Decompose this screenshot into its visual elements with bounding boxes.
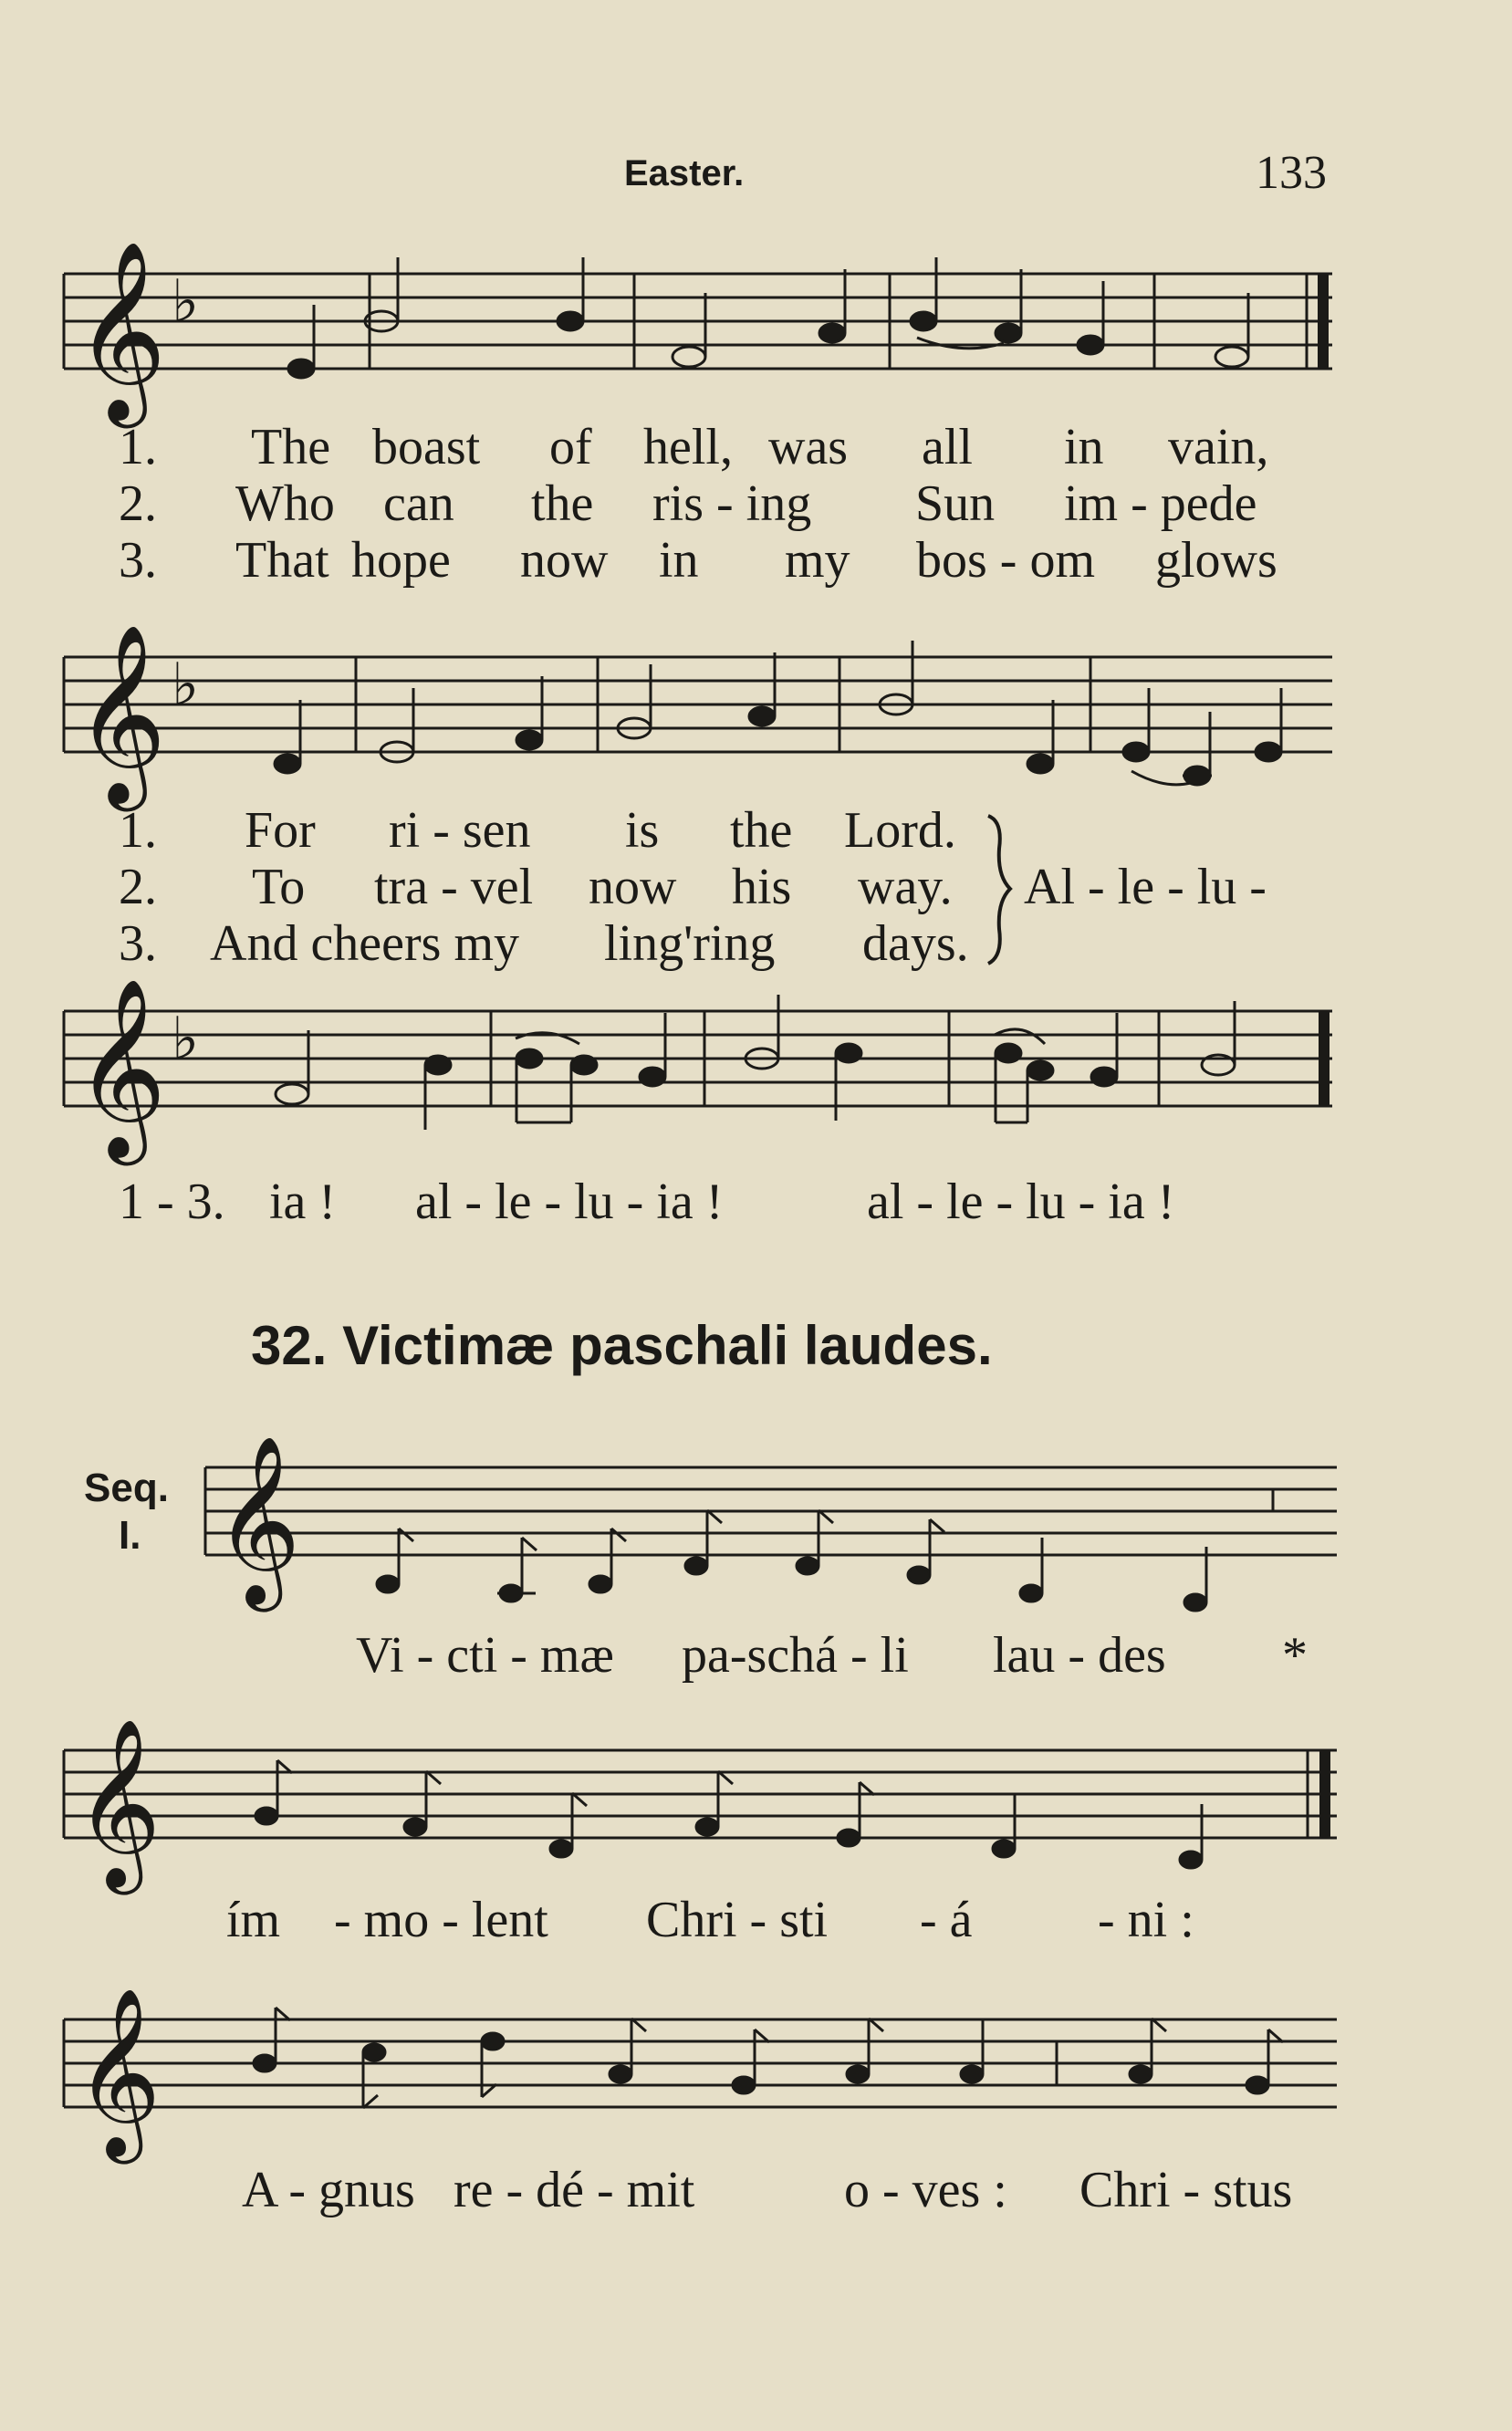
lyric-syllable: now — [520, 532, 609, 589]
verse-brace — [981, 812, 1017, 967]
svg-text:𝄞: 𝄞 — [75, 623, 167, 804]
lyric-syllable: is — [625, 802, 660, 859]
lyric-syllable: ri - sen — [389, 802, 531, 859]
sequence-label-number: I. — [119, 1513, 141, 1558]
lyric-syllable: - mo - lent — [334, 1892, 548, 1948]
lyric-syllable: al - le - lu - ia ! — [867, 1174, 1175, 1230]
lyric-syllable: way. — [858, 859, 953, 915]
lyric-syllable: o - ves : — [844, 2162, 1007, 2218]
lyric-syllable: in — [659, 532, 699, 589]
lyric-syllable: Chri - stus — [1079, 2162, 1293, 2218]
svg-text:𝄞: 𝄞 — [75, 977, 167, 1158]
lyric-syllable: tra - vel — [374, 859, 534, 915]
lyric-syllable: hope — [351, 532, 451, 589]
lyric-syllable: his — [732, 859, 792, 915]
verse-number: 2. — [119, 475, 157, 532]
verse-number: 1 - 3. — [119, 1174, 225, 1230]
lyric-syllable: bos - om — [916, 532, 1095, 589]
svg-text:♭: ♭ — [172, 652, 200, 719]
lyric-syllable: all — [922, 419, 973, 475]
lyric-syllable: lau - des — [993, 1627, 1166, 1684]
lyric-syllable: was — [768, 419, 849, 475]
lyric-syllable: The — [251, 419, 331, 475]
lyric-syllable: ia ! — [269, 1174, 337, 1230]
lyric-syllable: And cheers my — [210, 915, 520, 972]
verse-number: 3. — [119, 532, 157, 589]
lyric-syllable: Sun — [915, 475, 996, 532]
lyric-syllable: my — [785, 532, 850, 589]
music-staff-system-3 — [55, 975, 1350, 1175]
lyric-syllable: can — [383, 475, 454, 532]
page-number: 133 — [1256, 147, 1327, 199]
svg-text:♭: ♭ — [172, 1006, 200, 1073]
verse-number: 1. — [119, 802, 157, 859]
verse-number: 2. — [119, 859, 157, 915]
lyric-syllable: of — [549, 419, 592, 475]
lyric-syllable: Vi - cti - mæ — [356, 1627, 614, 1684]
lyric-syllable: al - le - lu - ia ! — [415, 1174, 724, 1230]
lyric-syllable: im - pede — [1064, 475, 1257, 532]
verse-number: 1. — [119, 419, 157, 475]
verse-number: 3. — [119, 915, 157, 972]
music-staff-system-2 — [55, 621, 1350, 821]
lyric-syllable: That — [235, 532, 329, 589]
lyric-syllable: ris - ing — [652, 475, 812, 532]
svg-text:♭: ♭ — [172, 268, 200, 336]
lyric-syllable: days. — [862, 915, 969, 972]
lyric-syllable: re - dé - mit — [454, 2162, 695, 2218]
music-staff-system-1 — [55, 237, 1350, 438]
lyric-syllable: pa-schá - li — [682, 1627, 909, 1684]
lyric-syllable: hell, — [643, 419, 733, 475]
chant-staff-2 — [55, 1716, 1350, 1898]
lyric-syllable: the — [531, 475, 594, 532]
lyric-syllable: in — [1064, 419, 1104, 475]
chant-staff-1 — [196, 1433, 1346, 1615]
lyric-syllable: A - gnus — [242, 2162, 415, 2218]
lyric-syllable: For — [245, 802, 316, 859]
lyric-syllable: - á — [920, 1892, 973, 1948]
asterisk-mark: * — [1282, 1627, 1308, 1684]
lyric-syllable: now — [589, 859, 677, 915]
svg-text:𝄞: 𝄞 — [214, 1434, 301, 1604]
sequence-title: 32. Victimæ paschali laudes. — [251, 1315, 993, 1376]
running-header: Easter. — [624, 153, 745, 193]
svg-text:𝄞: 𝄞 — [75, 1986, 162, 2156]
lyric-syllable: Lord. — [844, 802, 956, 859]
svg-text:𝄞: 𝄞 — [75, 240, 167, 421]
lyric-syllable: ím — [226, 1892, 281, 1948]
lyric-syllable: - ni : — [1098, 1892, 1194, 1948]
sequence-label-seq: Seq. — [84, 1466, 169, 1510]
sequence-label — [84, 1465, 169, 1560]
lyric-syllable: vain, — [1168, 419, 1269, 475]
lyric-syllable: the — [730, 802, 793, 859]
svg-text:𝄞: 𝄞 — [75, 1716, 162, 1887]
lyric-syllable: To — [252, 859, 306, 915]
lyric-syllable: ling'ring — [604, 915, 776, 972]
lyric-syllable: boast — [372, 419, 481, 475]
lyric-syllable: Who — [235, 475, 335, 532]
lyric-refrain: Al - le - lu - — [1024, 859, 1267, 915]
lyric-syllable: Chri - sti — [646, 1892, 829, 1948]
chant-staff-3 — [55, 1985, 1350, 2167]
lyric-syllable: glows — [1155, 532, 1277, 589]
